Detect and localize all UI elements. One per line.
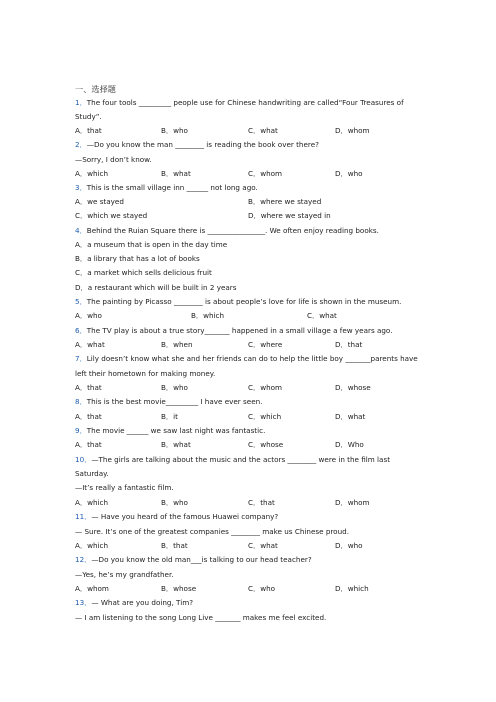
question-5 bbox=[75, 297, 401, 307]
question-stem-continued: Study”. bbox=[75, 112, 102, 121]
question-4 bbox=[75, 226, 379, 236]
question-number: 11． bbox=[75, 512, 92, 521]
question-number: 13． bbox=[75, 598, 92, 607]
option-d: D．what bbox=[335, 412, 366, 421]
question-8 bbox=[75, 397, 262, 407]
option-b: B．which bbox=[191, 311, 225, 320]
option-a: A．that bbox=[75, 126, 102, 135]
question-7 bbox=[75, 354, 418, 364]
question-number: 9． bbox=[75, 426, 87, 435]
option-a: A．whom bbox=[75, 584, 109, 593]
question-stem: This is the best movie_________ I have ever seen. bbox=[86, 397, 263, 406]
question-number: 4． bbox=[75, 226, 87, 235]
option-b: B．what bbox=[161, 169, 191, 178]
question-stem: — Have you heard of the famous Huawei company? bbox=[91, 512, 279, 521]
question-11 bbox=[75, 512, 278, 522]
option-b: B．where we stayed bbox=[248, 197, 322, 206]
option-c: C．where bbox=[248, 340, 283, 349]
option-a: A．that bbox=[75, 440, 102, 449]
question-number: 2． bbox=[75, 140, 87, 149]
question-stem-continued: Saturday. bbox=[75, 469, 109, 478]
question-stem-continued: left their hometown for making money. bbox=[75, 369, 216, 378]
question-stem-continued: — I am listening to the song Long Live _______ makes me feel excited. bbox=[75, 613, 327, 622]
option-b: B．whose bbox=[161, 584, 197, 593]
option-d: D．which bbox=[335, 584, 369, 593]
question-stem: The four tools _________ people use for Chinese handwriting are called“Four Treasures of bbox=[86, 98, 404, 107]
option-d: D．where we stayed in bbox=[248, 211, 331, 220]
option-c: C．what bbox=[248, 126, 278, 135]
question-stem-continued: — Sure. It’s one of the greatest companies ________ make us Chinese proud. bbox=[75, 527, 349, 536]
option-d: D．who bbox=[335, 169, 363, 178]
question-stem: —Do you know the man ________ is reading the book over there? bbox=[86, 140, 319, 149]
option-c: C．a market which sells delicious fruit bbox=[75, 268, 212, 277]
option-d: D．who bbox=[335, 541, 363, 550]
section-title: 一、选择题 bbox=[75, 84, 116, 94]
question-10 bbox=[75, 455, 390, 465]
option-a: A．that bbox=[75, 412, 102, 421]
option-a: A．that bbox=[75, 383, 102, 392]
question-number: 7． bbox=[75, 354, 87, 363]
option-a: A．who bbox=[75, 311, 102, 320]
question-13 bbox=[75, 598, 193, 608]
question-number: 5． bbox=[75, 297, 87, 306]
option-a: A．a museum that is open in the day time bbox=[75, 240, 228, 249]
question-stem: Behind the Ruian Square there is ________________. We often enjoy reading books. bbox=[86, 226, 379, 235]
option-d: D．a restaurant which will be built in 2 years bbox=[75, 283, 237, 292]
question-12 bbox=[75, 555, 312, 565]
question-number: 6． bbox=[75, 326, 87, 335]
option-b: B．who bbox=[161, 126, 188, 135]
option-a: A．which bbox=[75, 541, 109, 550]
option-c: C．who bbox=[248, 584, 276, 593]
option-a: A．which bbox=[75, 169, 109, 178]
option-d: D．whose bbox=[335, 383, 371, 392]
option-d: D．whom bbox=[335, 498, 370, 507]
question-stem: The movie ______ we saw last night was fantastic. bbox=[86, 426, 266, 435]
option-b: B．it bbox=[161, 412, 178, 421]
question-stem: Lily doesn’t know what she and her friends can do to help the little boy _______parents have bbox=[86, 354, 418, 363]
question-stem-continued: —It’s really a fantastic film. bbox=[75, 483, 174, 492]
question-stem-continued: —Yes, he’s my grandfather. bbox=[75, 570, 174, 579]
option-d: D．that bbox=[335, 340, 363, 349]
option-c: C．whose bbox=[248, 440, 284, 449]
question-6 bbox=[75, 326, 393, 336]
option-d: D．Who bbox=[335, 440, 364, 449]
question-stem-continued: —Sorry, I don’t know. bbox=[75, 155, 152, 164]
option-a: A．what bbox=[75, 340, 105, 349]
question-stem: — What are you doing, Tim? bbox=[91, 598, 194, 607]
question-number: 12． bbox=[75, 555, 92, 564]
option-b: B．when bbox=[161, 340, 193, 349]
option-c: C．what bbox=[307, 311, 337, 320]
option-b: B．that bbox=[161, 541, 188, 550]
question-9 bbox=[75, 426, 265, 436]
question-stem: This is the small village inn ______ not long ago. bbox=[86, 183, 258, 192]
option-b: B．what bbox=[161, 440, 191, 449]
question-2 bbox=[75, 140, 319, 150]
option-d: D．whom bbox=[335, 126, 370, 135]
option-b: B．who bbox=[161, 498, 188, 507]
question-number: 1． bbox=[75, 98, 87, 107]
question-stem: —The girls are talking about the music and the actors ________ were in the film last bbox=[91, 455, 391, 464]
option-c: C．what bbox=[248, 541, 278, 550]
question-1 bbox=[75, 98, 404, 108]
question-stem: The painting by Picasso ________ is about people’s love for life is shown in the museum. bbox=[86, 297, 402, 306]
question-3 bbox=[75, 183, 258, 193]
question-stem: The TV play is about a true story_______ happened in a small village a few years ago. bbox=[86, 326, 393, 335]
option-c: C．which bbox=[248, 412, 282, 421]
option-c: C．whom bbox=[248, 169, 283, 178]
question-number: 8． bbox=[75, 397, 87, 406]
option-a: A．we stayed bbox=[75, 197, 124, 206]
option-b: B．a library that has a lot of books bbox=[75, 254, 200, 263]
option-a: A．which bbox=[75, 498, 109, 507]
question-number: 10． bbox=[75, 455, 92, 464]
option-c: C．which we stayed bbox=[75, 211, 148, 220]
option-c: C．whom bbox=[248, 383, 283, 392]
option-b: B．who bbox=[161, 383, 188, 392]
question-stem: —Do you know the old man___is talking to our head teacher? bbox=[91, 555, 312, 564]
option-c: C．that bbox=[248, 498, 275, 507]
question-number: 3． bbox=[75, 183, 87, 192]
